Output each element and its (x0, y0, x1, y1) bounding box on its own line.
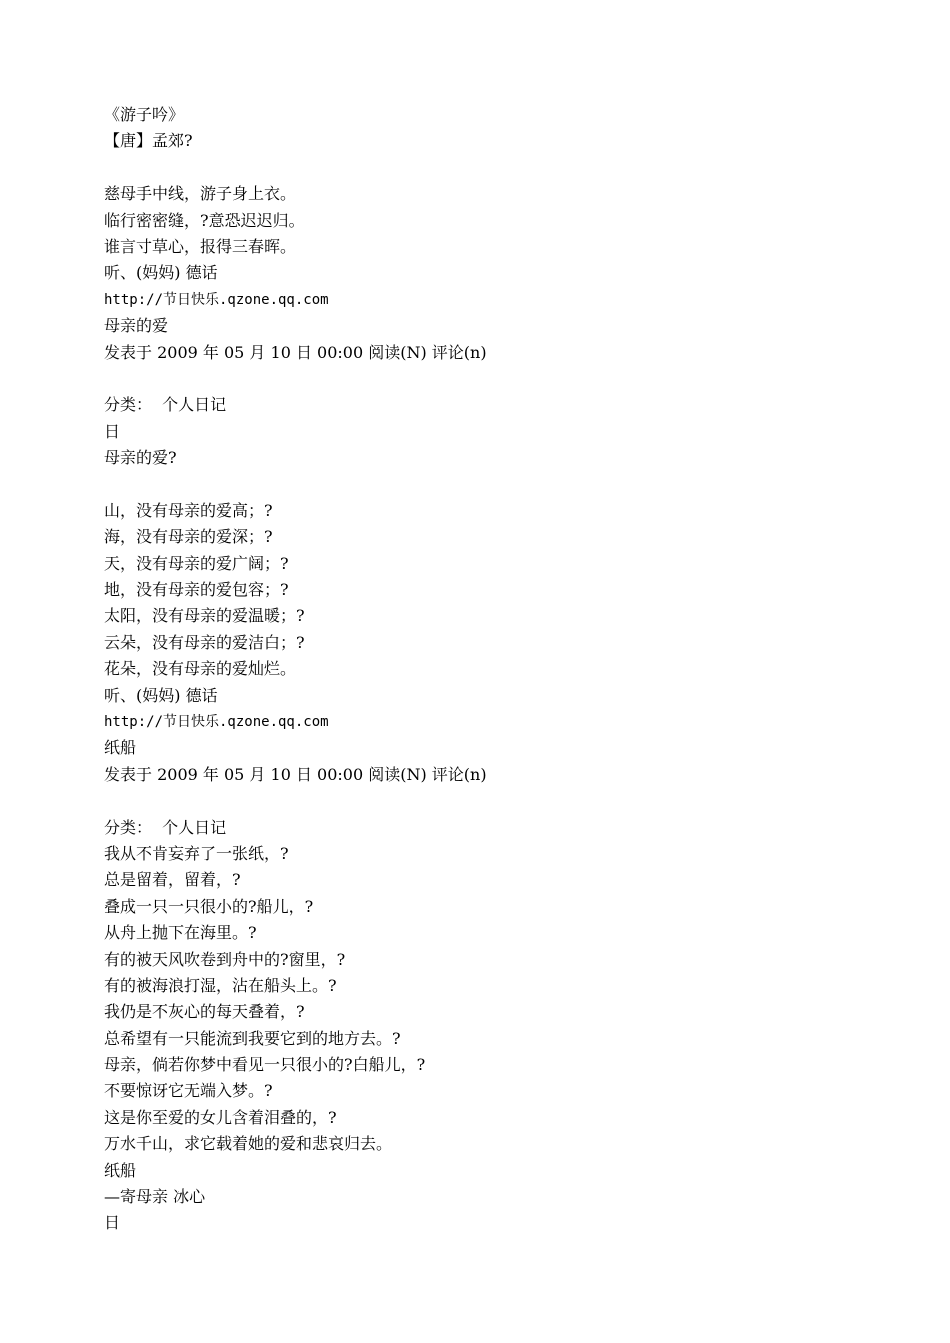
poem-line: 总是留着，留着，? (104, 870, 241, 890)
blog-name: 听、(妈妈) 德话 (104, 263, 218, 283)
poem-line: 地，没有母亲的爱包容；? (104, 580, 289, 600)
poem-line: 有的被天风吹卷到舟中的?窗里，? (104, 949, 346, 969)
poem-line: 天，没有母亲的爱广阔；? (104, 553, 289, 573)
post-title: 母亲的爱 (104, 316, 169, 336)
post-category: 分类： 个人日记 (104, 817, 227, 837)
blank-line (104, 471, 904, 497)
poem-line: 母亲，倘若你梦中看见一只很小的?白船儿，? (104, 1055, 426, 1075)
post-title: 纸船 (104, 738, 137, 758)
blog-name: 听、(妈妈) 德话 (104, 685, 218, 705)
poem-line: 有的被海浪打湿，沾在船头上。? (104, 975, 337, 995)
blank-line (104, 366, 904, 392)
text-line: 日 (104, 421, 121, 441)
blog-url: http://节日快乐.qzone.qq.com (104, 291, 329, 308)
post-meta: 发表于 2009 年 05 月 10 日 00:00 阅读(N) 评论(n) (104, 342, 487, 362)
post-category: 分类： 个人日记 (104, 395, 227, 415)
poem-author: —寄母亲 冰心 (104, 1187, 206, 1207)
poem-line: 万水千山，求它载着她的爱和悲哀归去。 (104, 1134, 393, 1154)
poem-line: 临行密密缝，?意恐迟迟归。 (104, 210, 305, 230)
poem-line: 太阳，没有母亲的爱温暖；? (104, 606, 305, 626)
poem-line: 海，没有母亲的爱深；? (104, 527, 273, 547)
poem-line: 叠成一只一只很小的?船儿，? (104, 896, 314, 916)
text-line: 日 (104, 1213, 121, 1233)
section-heading: 母亲的爱? (104, 448, 177, 468)
poem-line: 不要惊讶它无端入梦。? (104, 1081, 273, 1101)
poem-line: 云朵，没有母亲的爱洁白；? (104, 632, 305, 652)
poem-line: 谁言寸草心，报得三春晖。 (104, 236, 297, 256)
poem-line: 这是你至爱的女儿含着泪叠的，? (104, 1107, 337, 1127)
poem-title: 纸船 (104, 1160, 137, 1180)
poem-line: 花朵，没有母亲的爱灿烂。 (104, 659, 297, 679)
poem-line: 我从不肯妄弃了一张纸，? (104, 843, 289, 863)
poem-line: 山，没有母亲的爱高；? (104, 500, 273, 520)
poem-line: 慈母手中线，游子身上衣。 (104, 184, 297, 204)
poem-title: 《游子吟》 (104, 105, 185, 124)
poem-author: 【唐】孟郊? (104, 131, 193, 151)
poem-line: 从舟上抛下在海里。? (104, 923, 257, 943)
blank-line (104, 788, 904, 814)
poem-line: 总希望有一只能流到我要它到的地方去。? (104, 1028, 401, 1048)
blog-url: http://节日快乐.qzone.qq.com (104, 713, 329, 730)
document-body (104, 102, 904, 1237)
poem-line: 我仍是不灰心的每天叠着，? (104, 1002, 305, 1022)
blank-line (104, 155, 904, 181)
post-meta: 发表于 2009 年 05 月 10 日 00:00 阅读(N) 评论(n) (104, 764, 487, 784)
